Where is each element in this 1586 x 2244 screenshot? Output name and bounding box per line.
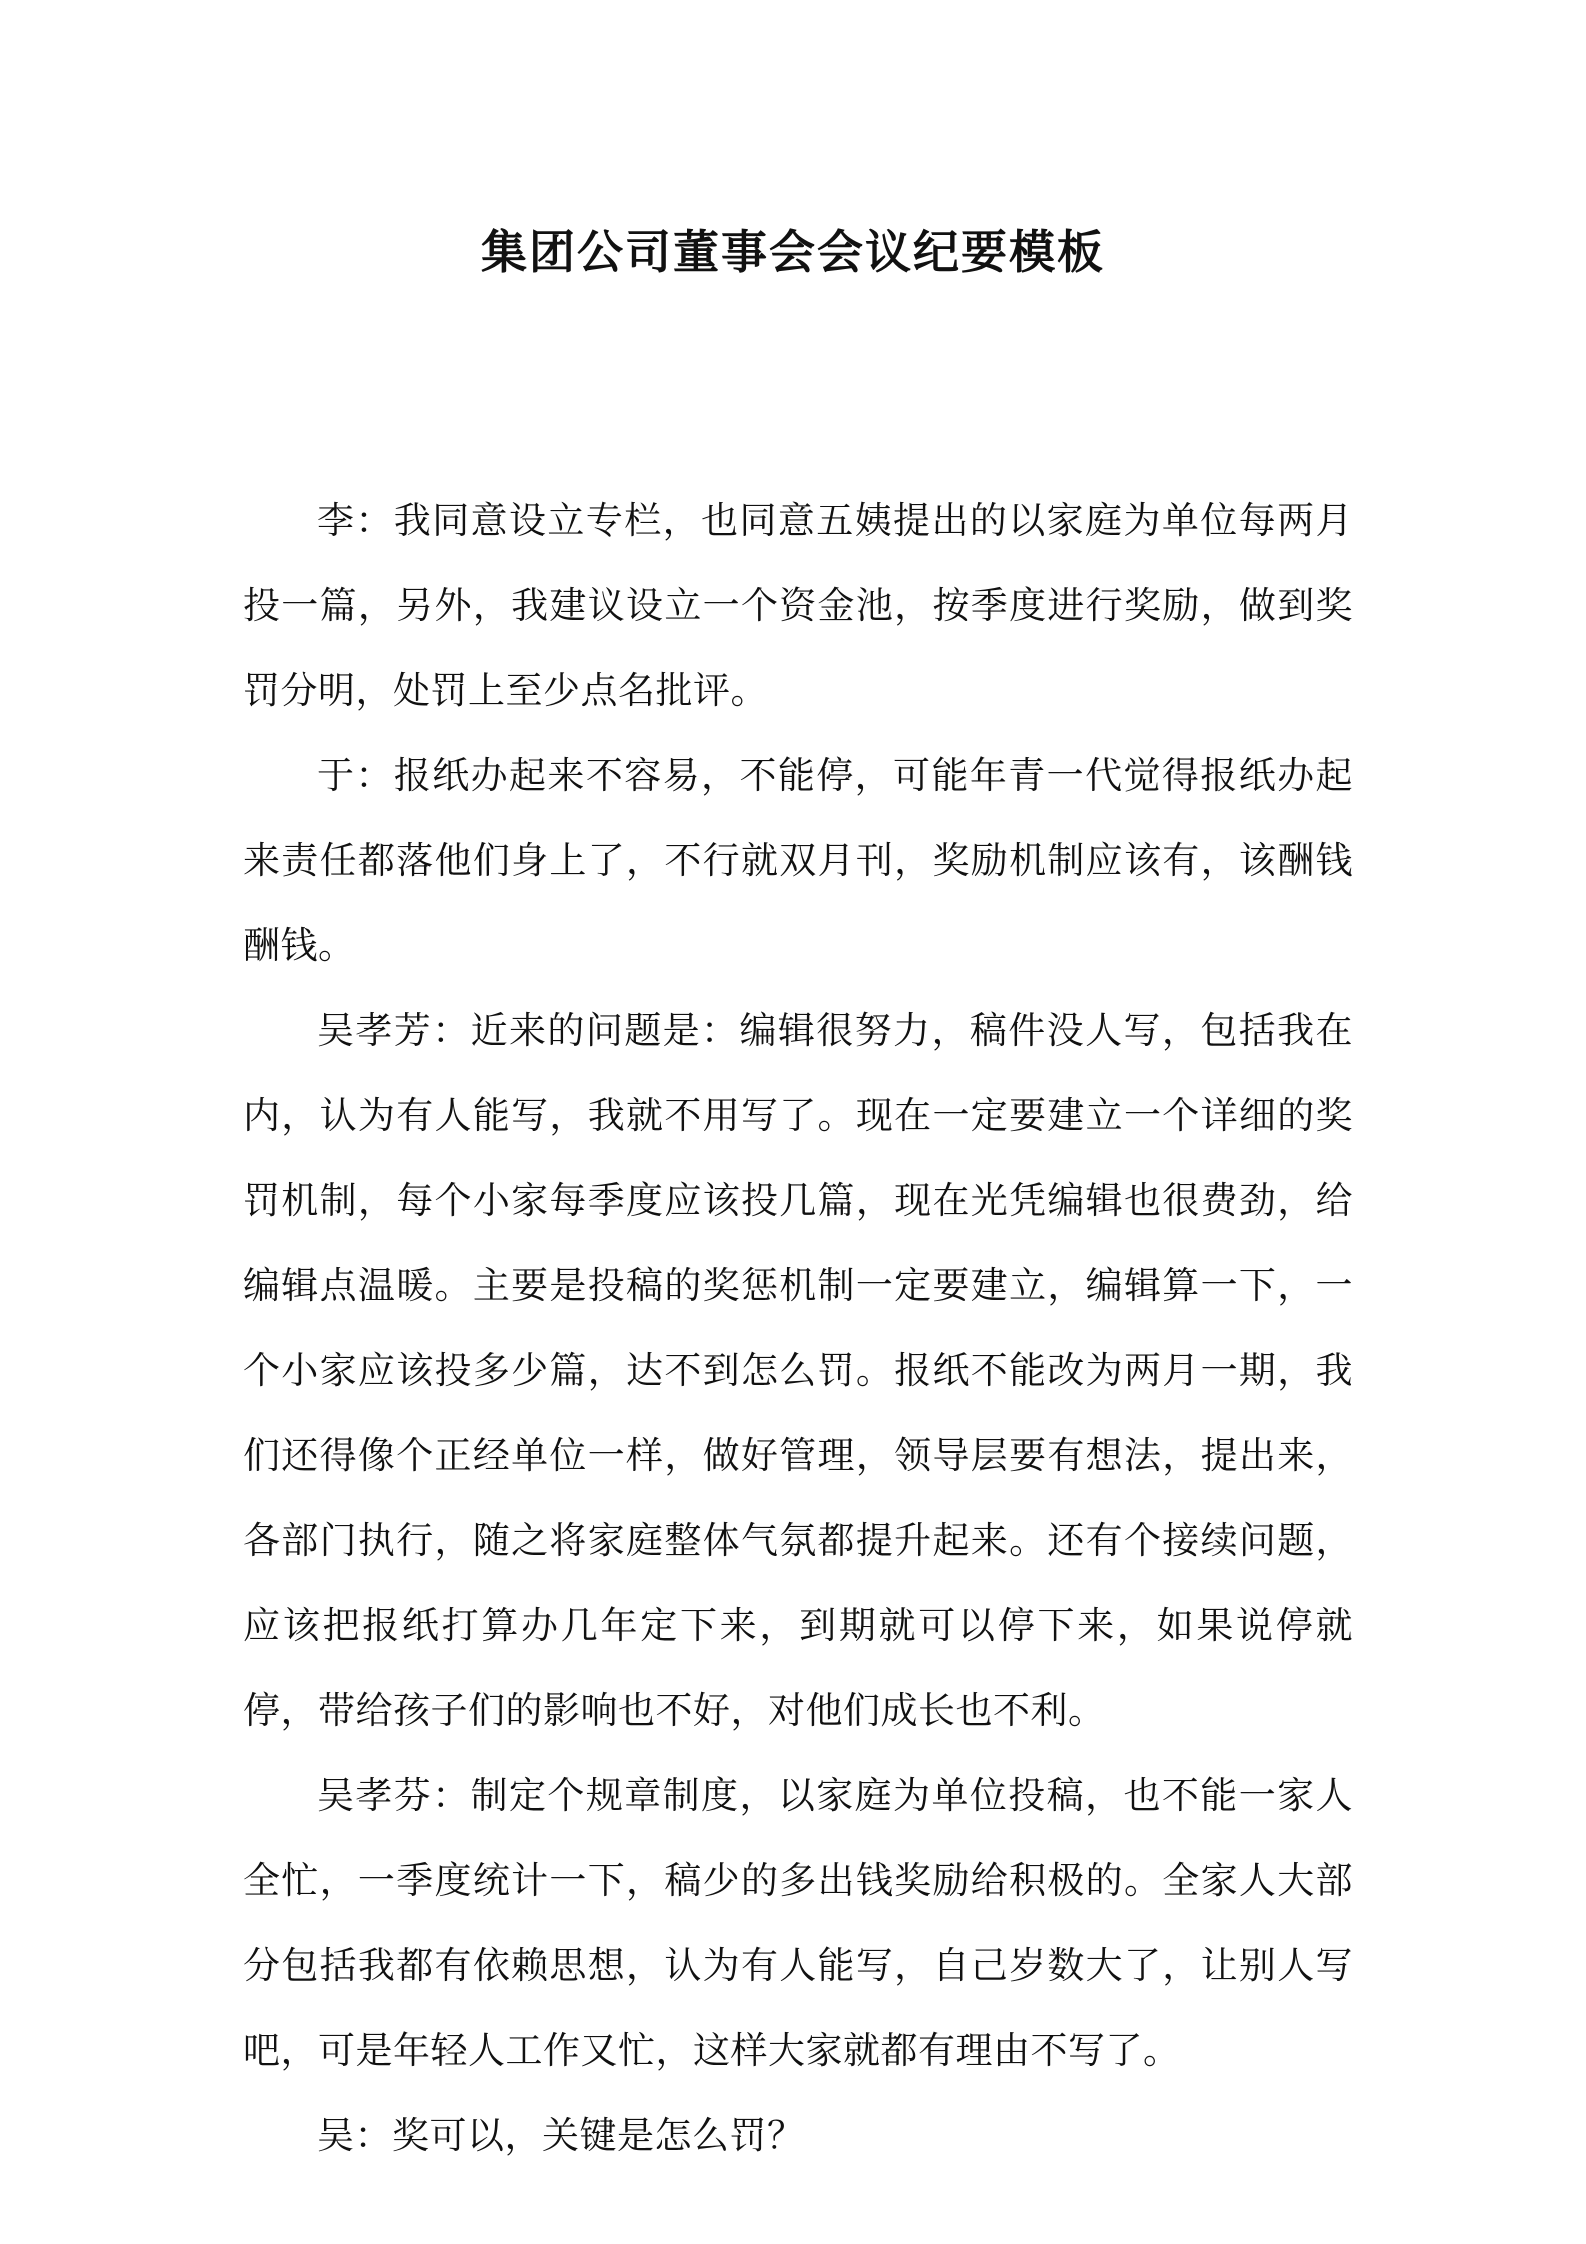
paragraph-li: 李：我同意设立专栏，也同意五姨提出的以家庭为单位每两月投一篇，另外，我建议设立一个资金池，按季度进行奖励，做到奖罚分明，处罚上至少点名批评。 [243, 499, 1353, 712]
document-title: 集团公司董事会会议纪要模板 [481, 225, 1105, 279]
paragraph-yu: 于：报纸办起来不容易，不能停，可能年青一代觉得报纸办起来责任都落他们身上了，不行就双月刊，奖励机制应该有，该酬钱酬钱。 [243, 754, 1353, 967]
paragraph-wu-xiaofen: 吴孝芬：制定个规章制度，以家庭为单位投稿，也不能一家人全忙，一季度统计一下，稿少的多出钱奖励给积极的。全家人大部分包括我都有依赖思想，认为有人能写，自己岁数大了，让别人写吧，可是年轻人工作又忙，这样大家就都有理由不写了。 [243, 1774, 1353, 2072]
paragraph-wu: 吴：奖可以，关键是怎么罚？ [317, 2114, 805, 2157]
paragraph-wu-xiaofang: 吴孝芳：近来的问题是：编辑很努力，稿件没人写，包括我在内，认为有人能写，我就不用写了。现在一定要建立一个详细的奖罚机制，每个小家每季度应该投几篇，现在光凭编辑也很费劲，给编辑点温暖。主要是投稿的奖惩机制一定要建立，编辑算一下，一个小家应该投多少篇，达不到怎么罚。报纸不能改为两月一期，我们还得像个正经单位一样，做好管理，领导层要有想法，提出来，各部门执行，随之将家庭整体气氛都提升起来。还有个接续问题，应该把报纸打算办几年定下来，到期就可以停下来，如果说停就停，带给孩子们的影响也不好，对他们成长也不利。 [243, 1009, 1353, 1732]
document-body [243, 478, 1353, 2178]
